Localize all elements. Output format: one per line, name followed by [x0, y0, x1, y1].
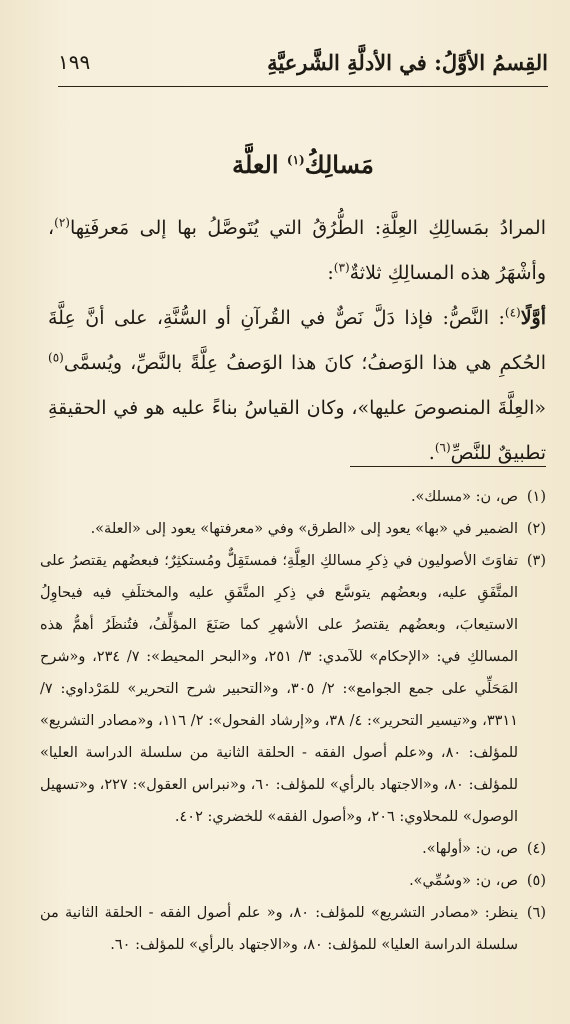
paragraph-text: ، وأشْهَرُ هذه المسالِكِ ثلاثةٌ [48, 217, 546, 284]
paragraph-text: . [428, 442, 435, 464]
footnote-number: (٢) [526, 521, 546, 537]
paragraph-text: «العِلَّةَ المنصوصَ عليها»، وكان القياسُ بناءً عليه هو في الحقيقةِ تطبيقٌ للنَّصِّ [48, 397, 546, 464]
footnote-marker: (٢) [54, 215, 70, 230]
page-number: ١٩٩ [58, 50, 91, 74]
footnote-text: ص، ن: «أولها». [422, 841, 518, 857]
section-title-text-2: العلَّة [232, 150, 279, 179]
footnote [40, 897, 546, 961]
paragraph [48, 296, 546, 476]
footnote [40, 833, 546, 865]
section-title [58, 150, 548, 179]
footnote-text: ص، ن: «مسلك». [410, 489, 518, 505]
footnote-number: (٥) [526, 873, 546, 889]
paragraph [48, 206, 546, 296]
body-text [48, 206, 546, 476]
paragraph-lead: أوَّلًا [520, 307, 546, 329]
footnote-marker: (٤) [504, 305, 521, 320]
page-header [58, 42, 548, 82]
running-head: القِسمُ الأوَّلُ: في الأدلَّةِ الشَّرعيَّةِ [267, 49, 548, 75]
footnote-marker: (٥) [48, 350, 64, 365]
footnote-text: ينظر: «مصادر التشريع» للمؤلف: ٨٠، و« علم أصول الفقه - الحلقة الثانية من سلسلة الدراسة العليا» للمؤلف: ٨٠، و«الاجتهاد بالرأي» للمؤلف: ٦٠. [40, 905, 518, 953]
footnote-number: (٦) [526, 905, 546, 921]
footnote [40, 481, 546, 513]
footnote [40, 545, 546, 833]
footnote-text: ص، ن: «وسُمِّي». [409, 873, 518, 889]
footnote-text: تفاوَتَ الأصوليون في ذِكرِ مسالكِ العِلَّةِ؛ فمستَقِلٌّ ومُستكثِرٌ؛ فبعضُهم يقتصرُ على المتَّفَقِ عليه، وبعضُهم يتوسَّع في ذِكرِ المتَّفَقِ عليه والمختلَفِ فيه فيحاوِلُ الاستيعابَ، وبعضُهم يقتصرُ على الأشهرِ كما صَنَعَ المؤلِّفُ، فتُنظَرُ أهمُّ هذه المسالكِ في: «الإحكام» للآمدي: ٣/ ٢٥١، و«البحر المحيط»: ٧/ ٢٣٤، و«شرح المَحَلِّي على جمع الجوامع»: ٢/ ٣٠٥، و«التحبير شرح التحرير» للمَرْداوي: ٧/ ٣٣١١، و«تيسير التحرير»: ٤/ ٣٨، و«إرشاد الفحول»: ٢/ ١١٦، و«مصادر التشريع» للمؤلف: ٨٠، و«علم أصول الفقه - الحلقة الثانية من سلسلة الدراسة العليا» للمؤلف: ٨٠، و«الاجتهاد بالرأي» للمؤلف: ٦٠، و«نبراس العقول»: ٢٢٧، و«تسهيل الوصول» للمحلاوي: ٢٠٦، و«أصول الفقه» للخضري: ٤٠٢. [40, 553, 519, 825]
footnote-number: (٤) [526, 841, 546, 857]
section-title-text: مَسالِكُ [304, 150, 374, 179]
footnote-marker: (٣) [333, 260, 350, 275]
footnotes-list [40, 481, 546, 961]
footnote-number: (٣) [526, 553, 546, 569]
footnote-text: الضمير في «بها» يعود إلى «الطرق» وفي «معرفتها» يعود إلى «العلة». [90, 521, 518, 537]
paragraph-text: : النَّصُّ: فإذا دَلَّ نَصٌّ في القُرآنِ أو السُّنَّةِ، على أنَّ عِلَّةَ الحُكمِ هي هذا الوَصفُ؛ كانَ هذا الوَصفُ عِلَّةً بالنَّصِّ، ويُسمَّى [48, 307, 546, 374]
paragraph-text: المرادُ بمَسالِكِ العِلَّةِ: الطُّرُقُ التي يُتَوصَّلُ بها إلى مَعرفَتِها [69, 217, 546, 239]
footnote-number: (١) [526, 489, 546, 505]
footnotes-divider [350, 466, 546, 467]
footnote [40, 513, 546, 545]
footnote [40, 865, 546, 897]
header-divider [58, 86, 548, 87]
paragraph-text: : [327, 262, 334, 284]
footnote-marker: (١) [286, 153, 305, 167]
footnote-marker: (٦) [434, 440, 451, 455]
